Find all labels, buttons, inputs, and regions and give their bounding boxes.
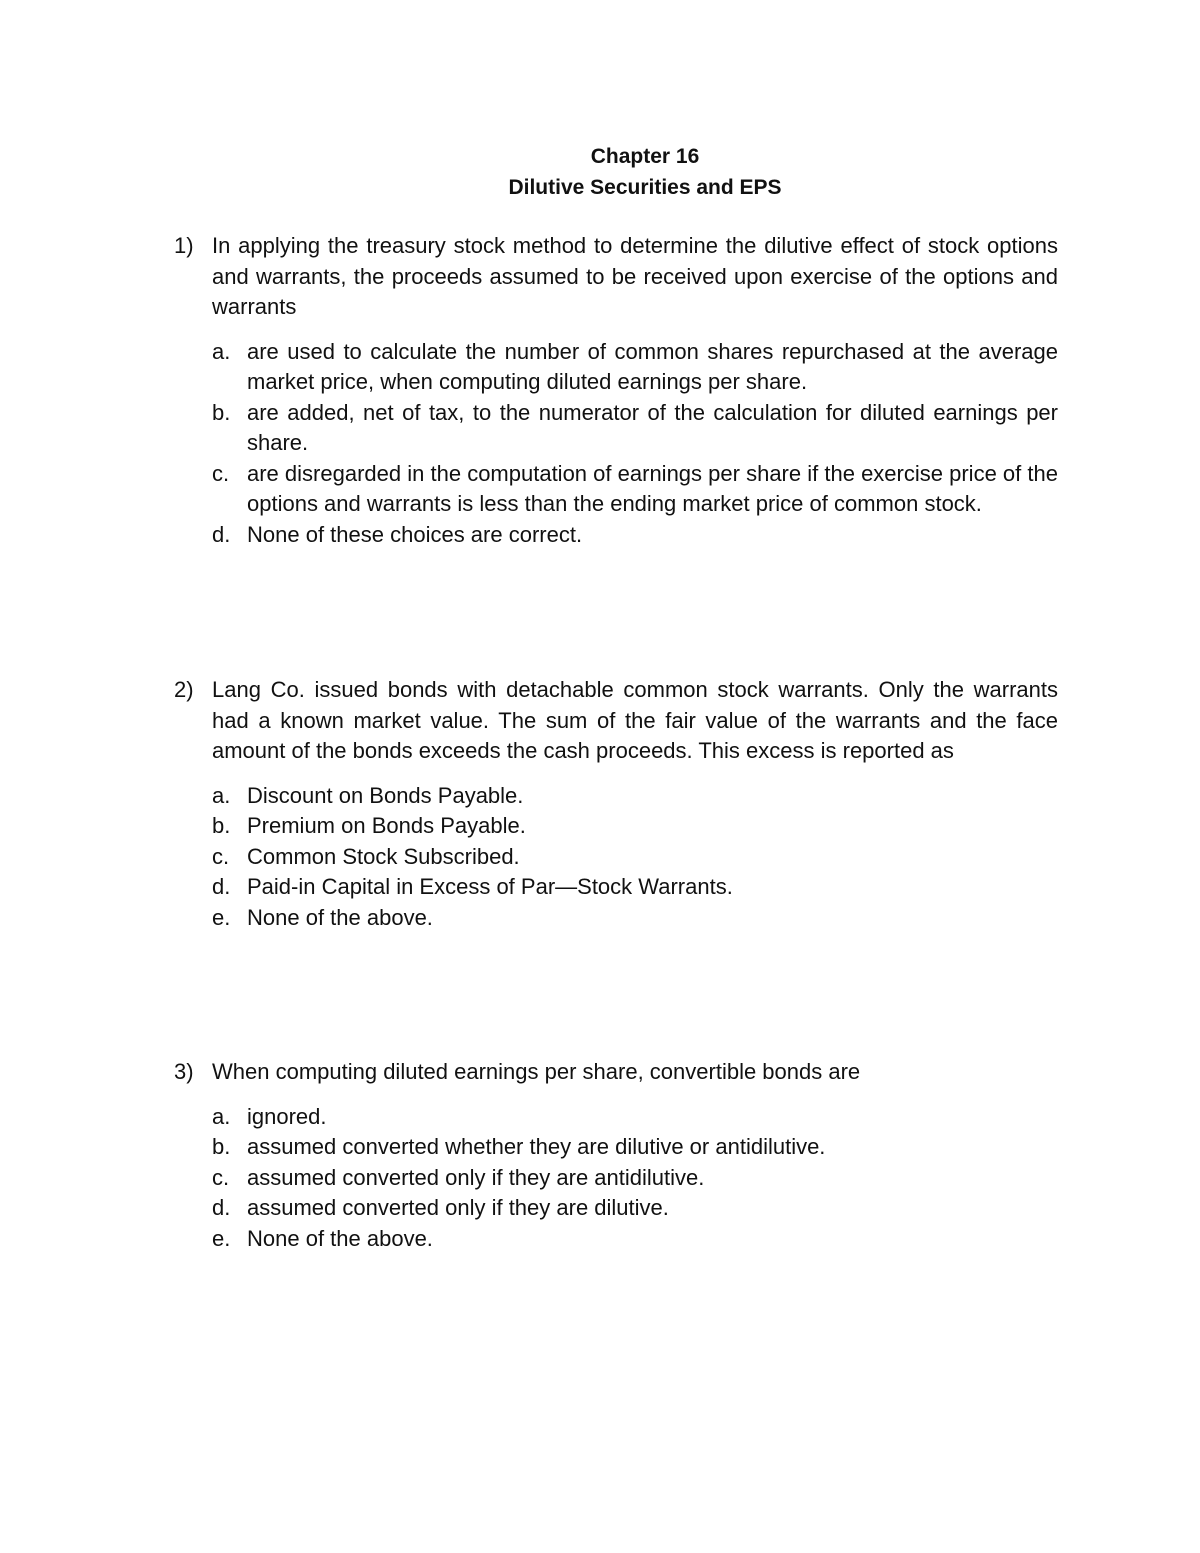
option-text: None of these choices are correct. <box>247 521 583 547</box>
option-letter: d. <box>212 1195 231 1220</box>
option-letter: d. <box>212 521 231 547</box>
answer-option-b <box>212 1132 1058 1163</box>
question-text: When computing diluted earnings per share, convertible bonds are <box>212 1059 861 1084</box>
option-text: are added, net of tax, to the numerator of the calculation for diluted earnings per share. <box>247 399 1058 455</box>
option-text: assumed converted only if they are antidilutive. <box>247 1164 705 1190</box>
answer-option-d <box>212 520 1058 551</box>
answer-option-a <box>212 1102 1058 1133</box>
chapter-title: Dilutive Securities and EPS <box>508 176 782 199</box>
question-text: Lang Co. issued bonds with detachable common stock warrants. Only the warrants had a known market value. The sum of the fair value of the warrants and the face amount of the bonds exceeds the cash proceeds. This excess is reported as <box>212 677 1058 763</box>
answer-options <box>174 1102 1058 1255</box>
option-letter: c. <box>212 1164 230 1190</box>
option-text: assumed converted whether they are dilutive or antidilutive. <box>247 1134 826 1159</box>
answer-option-a <box>212 337 1058 398</box>
option-letter: e. <box>212 1225 231 1251</box>
option-text: None of the above. <box>247 904 433 930</box>
option-text: assumed converted only if they are dilutive. <box>247 1195 669 1220</box>
answer-option-d <box>212 872 1058 903</box>
option-text: are used to calculate the number of common shares repurchased at the average market price, when computing diluted earnings per share. <box>247 338 1058 394</box>
answer-option-c <box>212 459 1058 520</box>
option-letter: a. <box>212 782 231 808</box>
chapter-heading: Chapter 16 <box>590 145 700 168</box>
question-number: 3) <box>174 1059 194 1084</box>
question-2 <box>174 675 1058 933</box>
answer-option-a <box>212 781 1058 812</box>
question-number: 1) <box>174 233 194 258</box>
option-letter: a. <box>212 1103 231 1129</box>
answer-option-c <box>212 842 1058 873</box>
option-text: are disregarded in the computation of earnings per share if the exercise price of the options and warrants is less than the ending market price of common stock. <box>247 460 1058 516</box>
answer-option-c <box>212 1163 1058 1194</box>
answer-option-e <box>212 903 1058 934</box>
question-text: In applying the treasury stock method to determine the dilutive effect of stock options and warrants, the proceeds assumed to be received upon exercise of the options and warrants <box>212 233 1058 319</box>
answer-option-d <box>212 1193 1058 1224</box>
question-3 <box>174 1057 1058 1254</box>
option-text: Discount on Bonds Payable. <box>247 782 524 808</box>
option-letter: b. <box>212 1134 231 1159</box>
answer-options <box>174 781 1058 934</box>
option-letter: e. <box>212 904 231 930</box>
question-1 <box>174 231 1058 550</box>
title-block <box>0 141 1200 203</box>
answer-options <box>174 337 1058 551</box>
answer-option-e <box>212 1224 1058 1255</box>
option-text: Premium on Bonds Payable. <box>247 813 526 838</box>
option-letter: d. <box>212 874 231 899</box>
answer-option-b <box>212 398 1058 459</box>
option-text: None of the above. <box>247 1225 433 1251</box>
option-letter: a. <box>212 338 231 364</box>
option-text: Paid-in Capital in Excess of Par—Stock Warrants. <box>247 874 733 899</box>
option-letter: b. <box>212 813 231 838</box>
option-text: Common Stock Subscribed. <box>247 843 520 869</box>
answer-option-b <box>212 811 1058 842</box>
option-letter: c. <box>212 843 230 869</box>
question-number: 2) <box>174 677 194 702</box>
option-letter: c. <box>212 460 230 486</box>
option-text: ignored. <box>247 1103 327 1129</box>
option-letter: b. <box>212 399 231 425</box>
